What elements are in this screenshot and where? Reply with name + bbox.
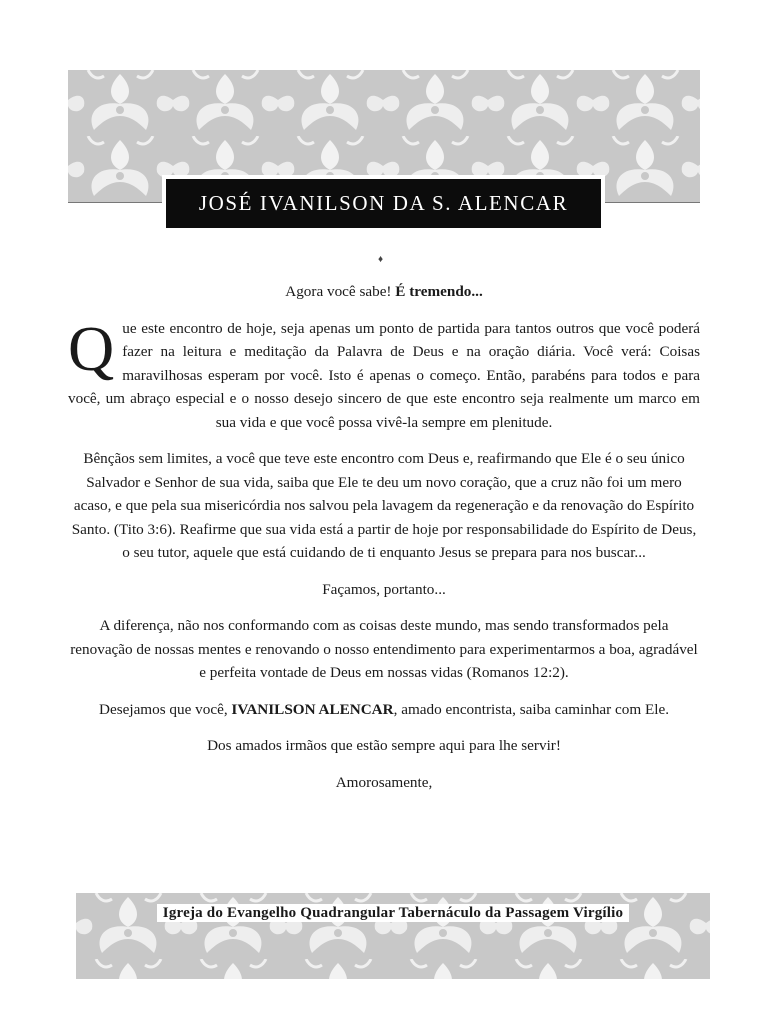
intro-line: Agora você sabe! É tremendo... bbox=[285, 283, 483, 300]
diamond-ornament-icon: ♦ bbox=[378, 254, 384, 265]
intro-emphasis: É tremendo... bbox=[395, 283, 483, 300]
paragraph-difference: A diferença, não nos conformando com as coisas deste mundo, mas sendo transformados pela renovação de nossas mentes e renovando o nosso entendimento para experimentarmos a boa, agradável e perfeita vontade de Deus em nossas vidas (Romanos 12:2). bbox=[70, 617, 698, 681]
title-frame bbox=[162, 175, 605, 232]
church-signature: Igreja do Evangelho Quadrangular Tabernáculo da Passagem Virgílio bbox=[76, 905, 710, 922]
closing-line: Amorosamente, bbox=[335, 773, 433, 791]
paragraph-brothers: Dos amados irmãos que estão sempre aqui para lhe servir! bbox=[207, 737, 561, 754]
paragraph-wish: Desejamos que você, IVANILSON ALENCAR, amado encontrista, saiba caminhar com Ele. bbox=[98, 700, 669, 718]
letter-body bbox=[68, 280, 700, 807]
paragraph-blessings: Bênçãos sem limites, a você que teve este encontro com Deus e, reafirmando que Ele é o seu único Salvador e Senhor de sua vida, saiba que Ele te deu um novo coração, que a cruz não foi um mero acaso, e que pela sua misericórdia nos salvou pela lavagem da regeneração e da renovação do Espírito Santo. (Tito 3:6). Reafirme que sua vida está a partir de hoje por responsabilidade do Espírito de Deus, o seu tutor, aquele que está cuidando de ti enquanto Jesus se prepara para nos buscar... bbox=[71, 450, 697, 561]
page-title: JOSÉ IVANILSON DA S. ALENCAR bbox=[198, 191, 569, 215]
title-box bbox=[166, 179, 601, 228]
paragraph-therefore: Façamos, portanto... bbox=[322, 580, 446, 598]
paragraph-welcome: Que este encontro de hoje, seja apenas um ponto de partida para tantos outros que você poderá fazer na leitura e meditação da Palavra de Deus e na oração diária. Você verá: Coisas maravilhosas esperam por você. Isto é apenas o começo. Então, parabéns para todos e para você, um abraço especial e o nosso desejo sincero de que este encontro seja realmente um marco em sua vida e que você possa vivê-la sempre em plenitude. bbox=[68, 312, 700, 431]
recipient-name: IVANILSON ALENCAR bbox=[231, 700, 394, 718]
drop-cap: Q bbox=[68, 312, 115, 384]
